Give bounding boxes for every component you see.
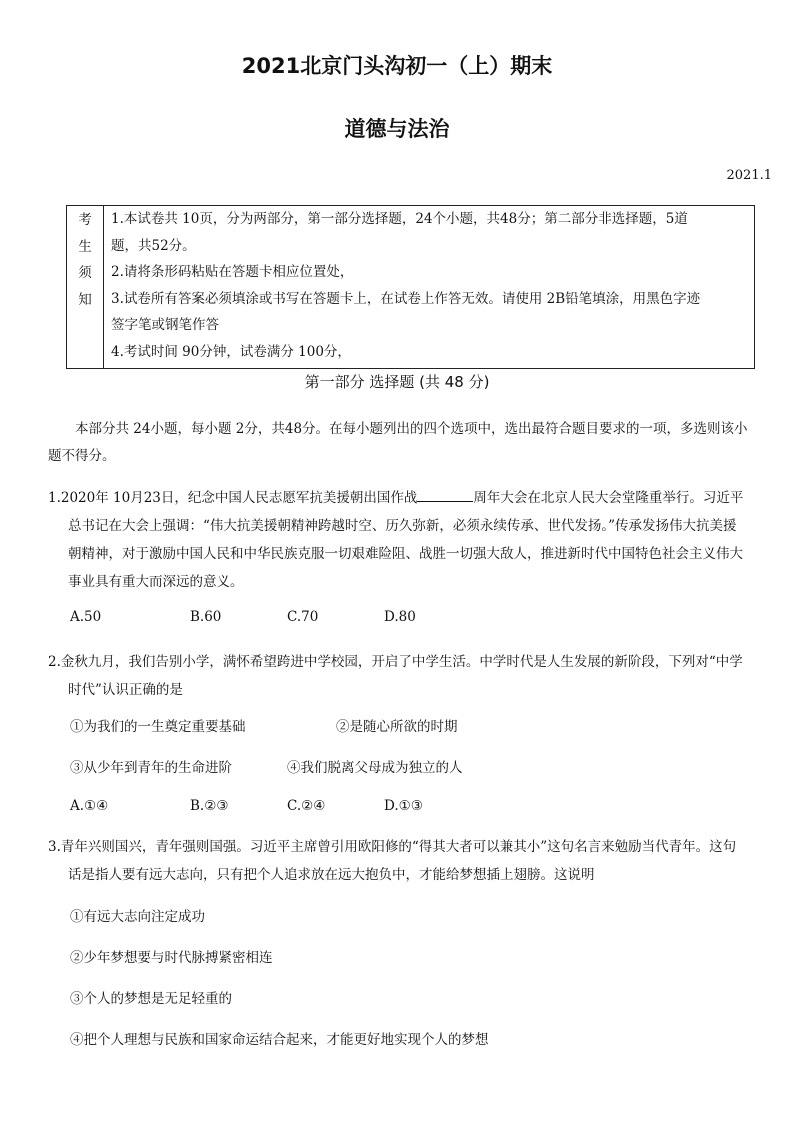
section-intro: 本部分共 24小题，每小题 2分，共48分。在每小题列出的四个选项中，选出最符合题目要求的一项，多选则该小题不得分。: [48, 421, 748, 464]
exam-notice-box: [66, 205, 755, 369]
fill-blank: [417, 487, 473, 502]
notice-label: [67, 206, 104, 368]
page-title: 2021北京门头沟初一（上）期末: [241, 54, 553, 78]
q2-statement-1: ①为我们的一生奠定重要基础: [70, 719, 246, 735]
q2-statement-2: ②是随心所欲的时期: [336, 719, 458, 735]
question-1-text-a: 1.2020年 10月23日，纪念中国人民志愿军抗美援朝出国作战: [48, 490, 418, 506]
q2-statement-4: ④我们脱离父母成为独立的人: [287, 760, 463, 776]
notice-line: 3.试卷所有答案必须填涂或书写在答题卡上，在试卷上作答无效。请使用 2B铅笔填涂，用黑色字迹: [111, 290, 701, 307]
q2-option-d: D.①③: [384, 798, 423, 814]
notice-line: 1.本试卷共 10页，分为两部分，第一部分选择题，24个小题，共48分；第二部分非选择题，5道: [111, 211, 688, 227]
question-3: [48, 833, 748, 889]
notice-body: [111, 206, 746, 365]
q3-statement-3: ③个人的梦想是无足轻重的: [70, 991, 232, 1007]
notice-label-char: 须: [78, 265, 92, 281]
q1-option-d: D.80: [384, 609, 416, 625]
q1-option-b: B.60: [190, 609, 222, 625]
notice-label-char: 考: [78, 212, 92, 228]
q3-statement-1: ①有远大志向注定成功: [70, 909, 205, 925]
question-3-stem: 3.青年兴则国兴，青年强则国强。习近平主席曾引用欧阳修的“得其大者可以兼其小”这句名言来勉励当代青年。这句话是指人要有远大志向，只有把个人追求放在远大抱负中，才能给梦想插上翅膀。这说明: [48, 839, 737, 883]
section-heading: 第一部分 选择题 (共 48 分): [304, 373, 490, 391]
question-2: [48, 648, 748, 704]
notice-line: 签字笔或钢笔作答: [111, 317, 219, 333]
question-2-stem: 2.金秋九月，我们告别小学，满怀希望跨进中学校园，开启了中学生活。中学时代是人生发展的新阶段，下列对“中学时代”认识正确的是: [48, 654, 743, 698]
notice-label-char: 知: [78, 291, 92, 308]
subject-title: 道德与法治: [344, 117, 450, 141]
question-1-text-b: 周年大会在北京人民大会堂隆重举行。习近平总书记在大会上强调：“伟大抗美援朝精神跨越时空、历久弥新，必须永续传承、世代发扬。”传承发扬伟大抗美援朝精神，对于激励中国人民和中华民族克服一切艰难险阻、战胜一切强大敌人，推进新时代中国特色社会主义伟大事业具有重大而深远的意义。: [68, 490, 744, 590]
question-1: [48, 484, 748, 596]
notice-line: 4.考试时间 90分钟，试卷满分 100分，: [111, 343, 351, 360]
notice-line: 题，共52分。: [111, 237, 196, 254]
q2-option-c: C.②④: [287, 798, 326, 814]
question-1-stem: [48, 484, 748, 596]
notice-label-char: 生: [78, 238, 92, 255]
q3-statement-4: ④把个人理想与民族和国家命运结合起来，才能更好地实现个人的梦想: [70, 1032, 489, 1048]
q2-statement-3: ③从少年到青年的生命进阶: [70, 760, 232, 776]
exam-date: 2021.1: [726, 168, 772, 183]
q2-option-b: B.②③: [190, 798, 229, 814]
q2-option-a: A.①④: [70, 798, 109, 814]
q1-option-c: C.70: [287, 609, 319, 625]
q3-statement-2: ②少年梦想要与时代脉搏紧密相连: [70, 950, 273, 966]
q1-option-a: A.50: [70, 609, 102, 625]
notice-line: 2.请将条形码粘贴在答题卡相应位置处，: [111, 264, 354, 280]
